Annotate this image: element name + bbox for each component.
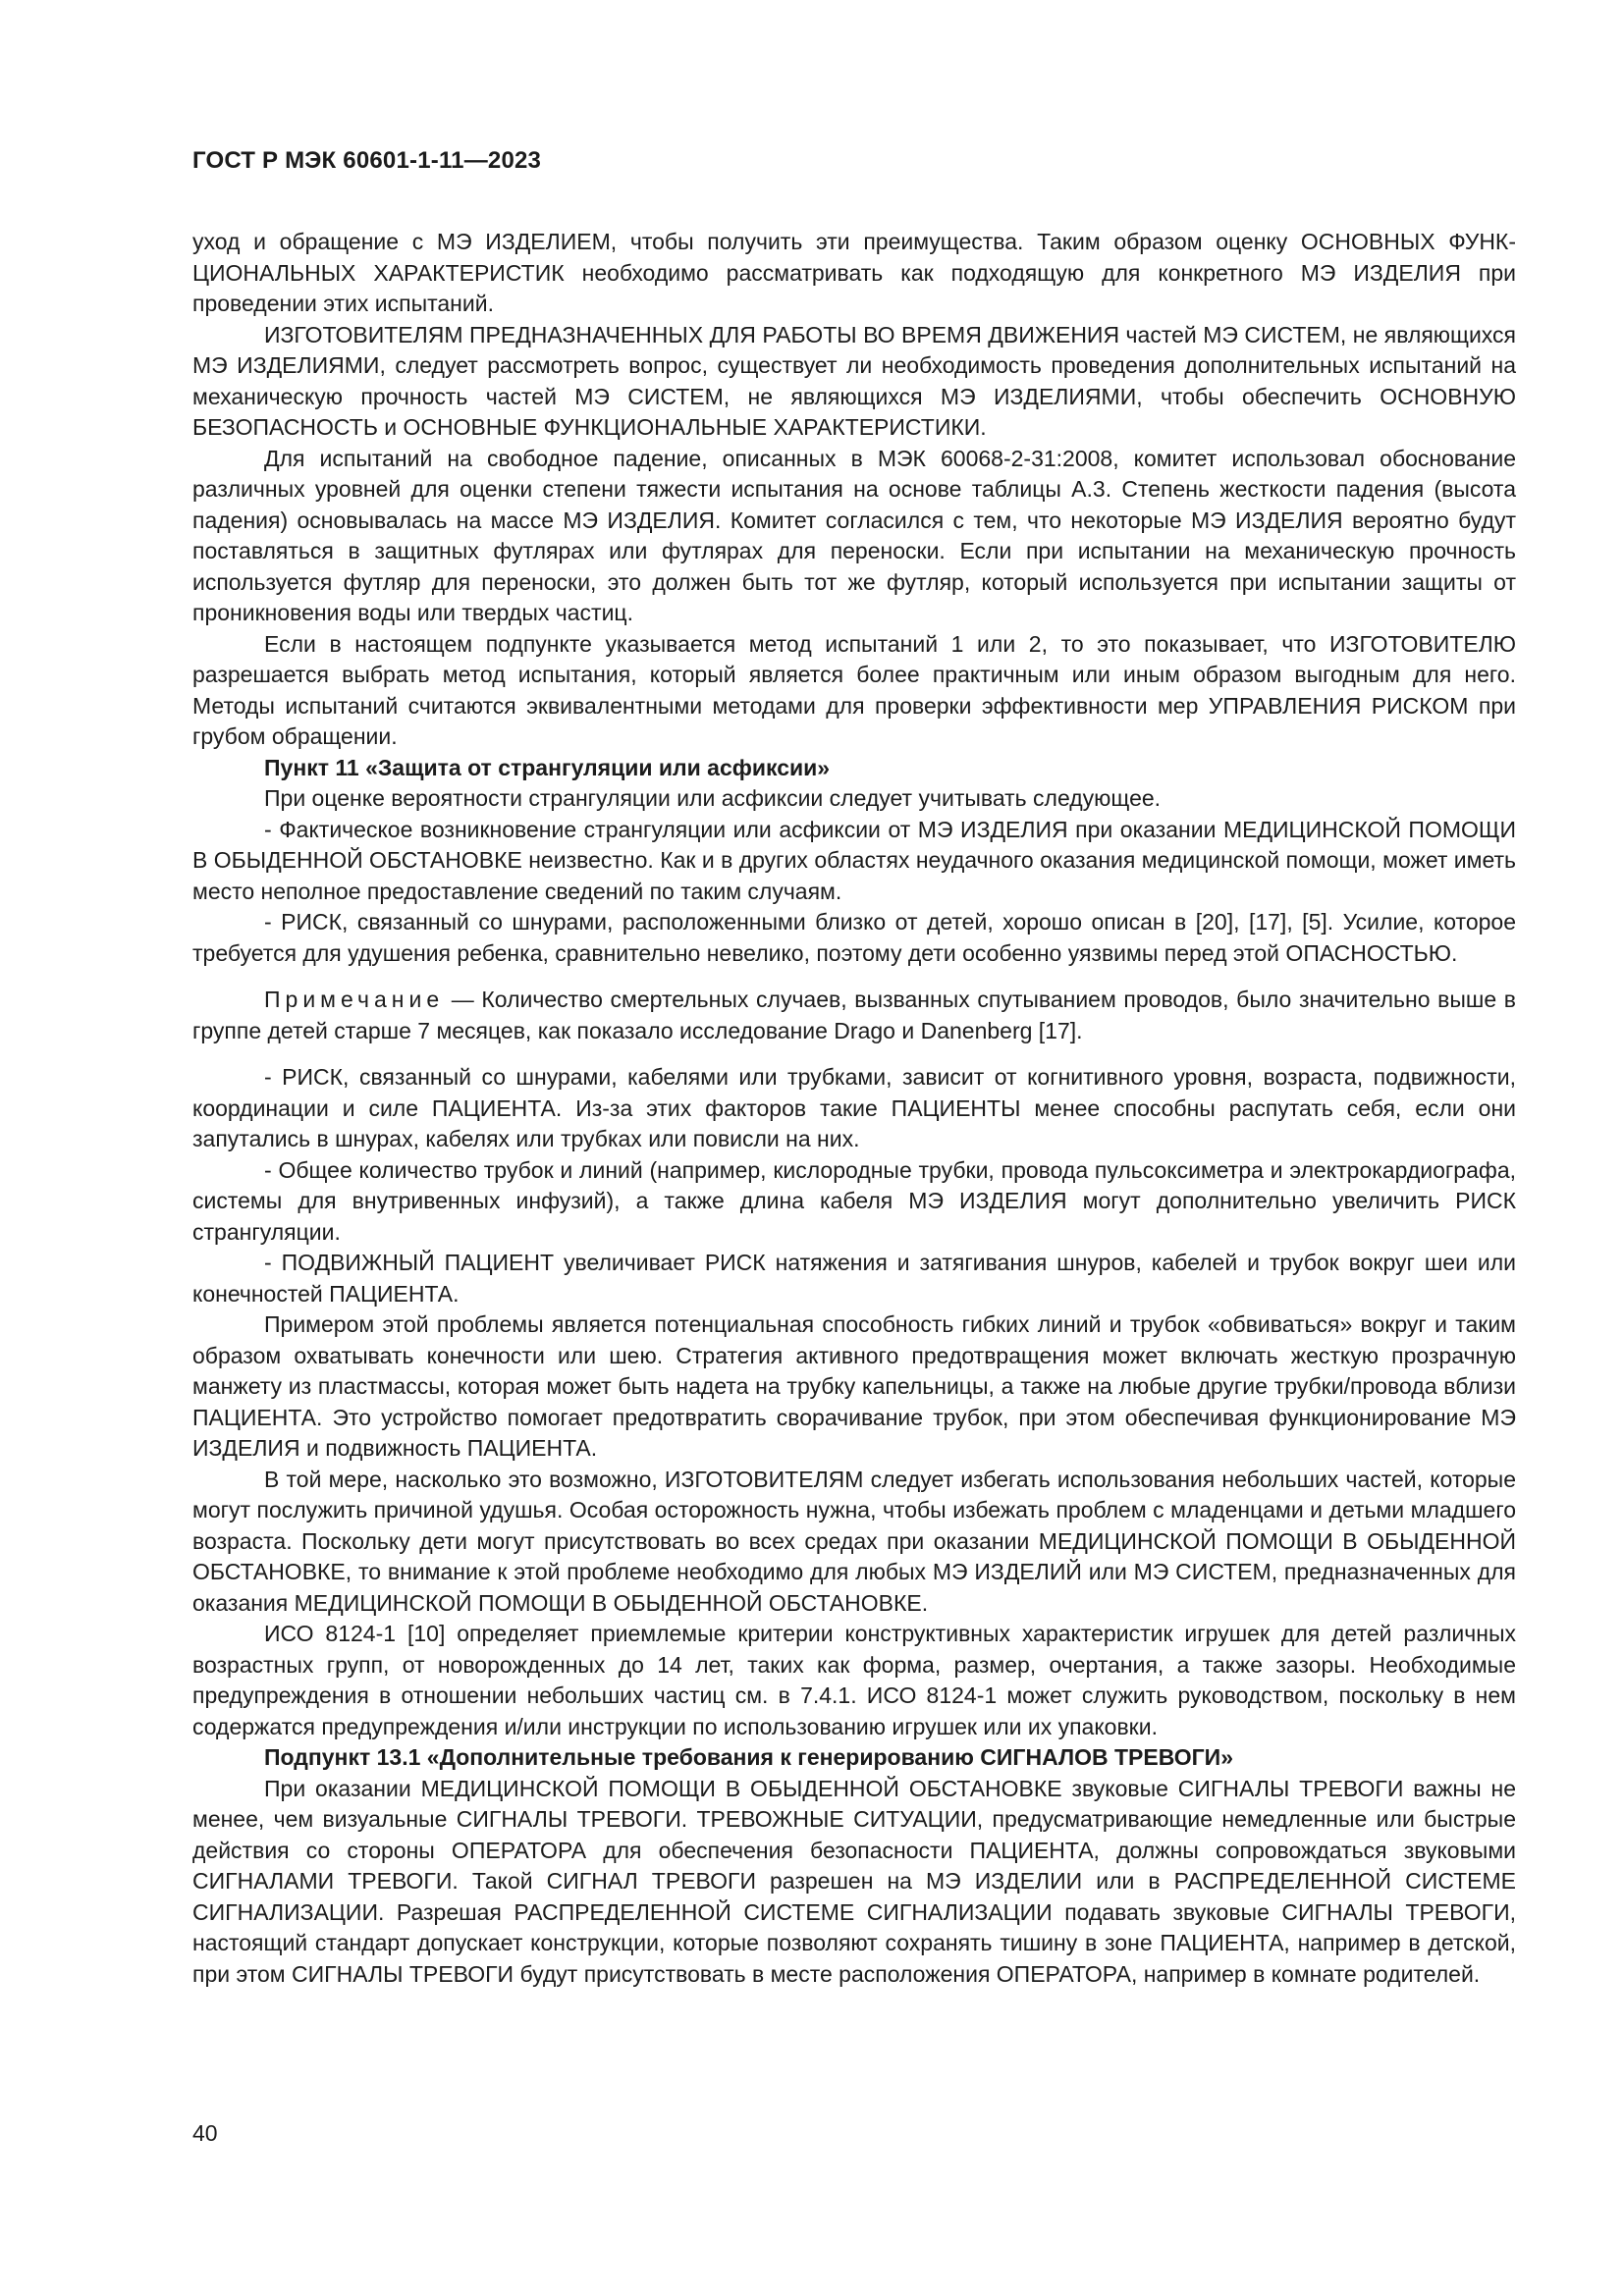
note-text: — Количество смертельных случаев, вызванных спутыванием проводов, было значительно выше в группе детей старше 7 месяцев, как показало исследование Drago и Danenberg [17]. bbox=[192, 987, 1516, 1043]
list-item: - РИСК, связанный со шнурами, расположенными близко от детей, хорошо описан в [20], [17], [5]. Усилие, которое требуется для удушения ребенка, сравнительно невелико, поэтому дети особенно уязвимы перед этой ОПАСНОСТЬЮ. bbox=[192, 909, 1516, 966]
paragraph: уход и обращение с МЭ ИЗДЕЛИЕМ, чтобы получить эти преимущества. Таким образом оценку ОСНОВНЫХ ФУНК-ЦИОНАЛЬНЫХ ХАРАКТЕРИСТИК необходимо рассматривать как подходящую для конкретного МЭ ИЗДЕЛИЯ при проведении этих испытаний. bbox=[192, 229, 1516, 316]
paragraph: ИЗГОТОВИТЕЛЯМ ПРЕДНАЗНАЧЕННЫХ ДЛЯ РАБОТЫ ВО ВРЕМЯ ДВИЖЕНИЯ частей МЭ СИСТЕМ, не являющихся МЭ ИЗДЕЛИЯМИ, следует рассмотреть вопрос, существует ли необходимость проведения дополнительных испытаний на механическую прочность частей МЭ СИСТЕМ, не являющихся МЭ ИЗДЕЛИЯМИ, чтобы обеспечить ОСНОВНУЮ БЕЗОПАСНОСТЬ и ОСНОВНЫЕ ФУНКЦИОНАЛЬНЫЕ ХАРАКТЕРИСТИКИ. bbox=[192, 321, 1516, 440]
document-body bbox=[192, 227, 1516, 1990]
paragraph: Если в настоящем подпункте указывается метод испытаний 1 или 2, то это показывает, что ИЗГОТОВИТЕЛЮ разрешается выбрать метод испытания, который является более практичным или иным образом выгодным для него. Методы испытаний считаются эквивалентными методами для проверки эффективности мер УПРАВЛЕНИЯ РИСКОМ при грубом обращении. bbox=[192, 630, 1516, 749]
page-number: 40 bbox=[192, 2120, 218, 2146]
paragraph: В той мере, насколько это возможно, ИЗГОТОВИТЕЛЯМ следует избегать использования небольших частей, которые могут послужить причиной удушья. Особая осторожность нужна, чтобы избежать проблем с младенцами и детьми младшего возраста. Поскольку дети могут присутствовать во всех средах при оказании МЕДИЦИНСКОЙ ПОМОЩИ В ОБЫДЕННОЙ ОБСТАНОВКЕ, то внимание к этой проблеме необходимо для любых МЭ ИЗДЕЛИЙ или МЭ СИСТЕМ, предназначенных для оказания МЕДИЦИНСКОЙ ПОМОЩИ В ОБЫДЕННОЙ ОБСТАНОВКЕ. bbox=[192, 1466, 1516, 1616]
page-header: ГОСТ Р МЭК 60601-1-11—2023 bbox=[192, 147, 542, 174]
paragraph: Для испытаний на свободное падение, описанных в МЭК 60068-2-31:2008, комитет использовал обоснование различных уровней для оценки степени тяжести испытания на основе таблицы А.3. Степень жесткости падения (высота падения) основывалась на массе МЭ ИЗДЕЛИЯ. Комитет согласился с тем, что некоторые МЭ ИЗДЕЛИЯ вероятно будут поставляться в защитных футлярах или футлярах для переноски. Если при испытании на механическую прочность используется футляр для переноски, это должен быть тот же футляр, который используется при испытании защиты от проникновения воды или твердых частиц. bbox=[192, 445, 1516, 625]
list-item: - ПОДВИЖНЫЙ ПАЦИЕНТ увеличивает РИСК натяжения и затягивания шнуров, кабелей и трубок вокруг шеи или конечностей ПАЦИЕНТА. bbox=[192, 1250, 1516, 1307]
paragraph: ИСО 8124-1 [10] определяет приемлемые критерии конструктивных характеристик игрушек для детей различных возрастных групп, от новорожденных до 14 лет, таких как форма, размер, очертания, а также зазоры. Необходимые предупреждения в отношении небольших частиц см. в 7.4.1. ИСО 8124-1 может служить руководством, поскольку в нем содержатся предупреждения и/или инструкции по использованию игрушек или их упаковки. bbox=[192, 1621, 1516, 1739]
paragraph: Примером этой проблемы является потенциальная способность гибких линий и трубок «обвиваться» вокруг и таким образом охватывать конечности или шею. Стратегия активного предотвращения может включать жесткую прозрачную манжету из пластмассы, которая может быть надета на трубку капельницы, а также на любые другие трубки/провода вблизи ПАЦИЕНТА. Это устройство помогает предотвратить сворачивание трубок, при этом обеспечивая функционирование МЭ ИЗДЕЛИЯ и подвижность ПАЦИЕНТА. bbox=[192, 1311, 1516, 1461]
note-label: Примечание bbox=[264, 987, 445, 1012]
list-item: - РИСК, связанный со шнурами, кабелями или трубками, зависит от когнитивного уровня, возраста, подвижности, координации и силе ПАЦИЕНТА. Из-за этих факторов такие ПАЦИЕНТЫ менее способны распутать себя, если они запутались в шнурах, кабелях или трубках или повисли на них. bbox=[192, 1064, 1516, 1151]
note bbox=[192, 985, 1516, 1046]
paragraph: При оценке вероятности странгуляции или асфиксии следует учитывать следующее. bbox=[264, 785, 1162, 811]
section-heading-subclause-13-1: Подпункт 13.1 «Дополнительные требования к генерированию СИГНАЛОВ ТРЕВОГИ» bbox=[264, 1744, 1234, 1770]
list-item: - Общее количество трубок и линий (например, кислородные трубки, провода пульсоксиметра и электрокардиографа, системы для внутривенных инфузий), а также длина кабеля МЭ ИЗДЕЛИЯ могут дополнительно увеличить РИСК странгуляции. bbox=[192, 1156, 1516, 1245]
section-heading-clause-11: Пункт 11 «Защита от странгуляции или асфиксии» bbox=[264, 754, 831, 780]
list-item: - Фактическое возникновение странгуляции или асфиксии от МЭ ИЗДЕЛИЯ при оказании МЕДИЦИНСКОЙ ПОМОЩИ В ОБЫДЕННОЙ ОБСТАНОВКЕ неизвестно. Как и в других областях неудачного оказания медицинской помощи, может иметь место неполное предоставление сведений по таким случаям. bbox=[192, 816, 1516, 904]
paragraph: При оказании МЕДИЦИНСКОЙ ПОМОЩИ В ОБЫДЕННОЙ ОБСТАНОВКЕ звуковые СИГНАЛЫ ТРЕВОГИ важны не менее, чем визуальные СИГНАЛЫ ТРЕВОГИ. ТРЕВОЖНЫЕ СИТУАЦИИ, предусматривающие немедленные или быстрые действия со стороны ОПЕРАТОРА для обеспечения безопасности ПАЦИЕНТА, должны сопровождаться звуковыми СИГНАЛАМИ ТРЕВОГИ. Такой СИГНАЛ ТРЕВОГИ разрешен на МЭ ИЗДЕЛИИ или в РАСПРЕДЕЛЕННОЙ СИСТЕМЕ СИГНАЛИЗАЦИИ. Разрешая РАСПРЕДЕЛЕННОЙ СИСТЕМЕ СИГНАЛИЗАЦИИ подавать звуковые СИГНАЛЫ ТРЕВОГИ, настоящий стандарт допускает конструкции, которые позволяют сохранять тишину в зоне ПАЦИЕНТА, например в детской, при этом СИГНАЛЫ ТРЕВОГИ будут присутствовать в месте расположения ОПЕРАТОРА, например в комнате родителей. bbox=[192, 1775, 1516, 1987]
